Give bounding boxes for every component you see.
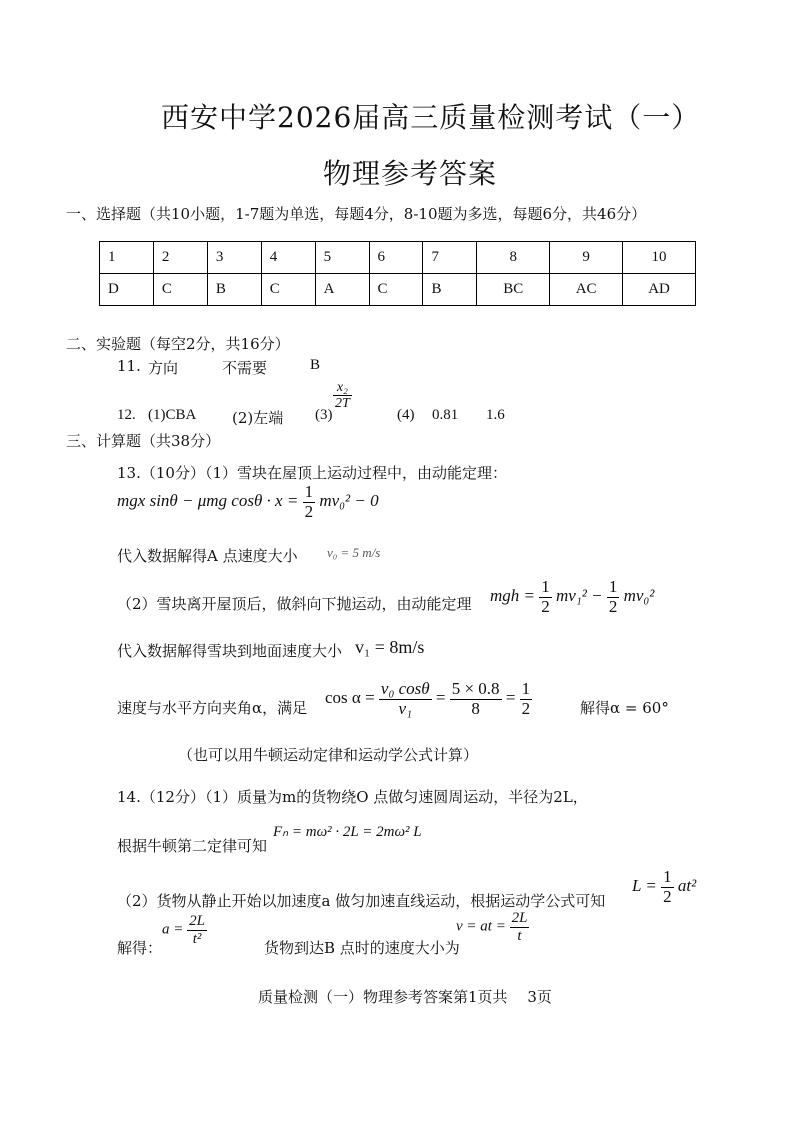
q13-line-2: 代入数据解得A 点速度大小 xyxy=(117,547,298,565)
q14-line-2: 根据牛顿第二定律可知 xyxy=(117,837,268,855)
page-subtitle: 物理参考答案 xyxy=(323,157,498,190)
equation-part: mv₁² − xyxy=(556,586,603,606)
table-cell: 7 xyxy=(423,242,477,274)
q12-answer-4-prefix: (4) xyxy=(397,407,415,423)
q12-answer-1: (1)CBA xyxy=(148,407,197,423)
page-footer: 质量检测（一）物理参考答案第1页共 3页 xyxy=(258,988,552,1006)
equation-part: L = xyxy=(632,876,657,896)
q14-line-4: 解得： xyxy=(117,939,163,957)
table-cell: B xyxy=(207,274,261,306)
q13-line-3: （2）雪块离开屋顶后，做斜向下抛运动，由动能定理 xyxy=(117,595,472,613)
equation-part: cos α = xyxy=(325,688,375,708)
fraction-denominator: 2T xyxy=(335,396,350,412)
table-cell: 5 xyxy=(315,242,369,274)
table-cell: 6 xyxy=(369,242,423,274)
equation-left: mgx sinθ − μmg cosθ · x = xyxy=(117,491,299,511)
q11-num: 11. xyxy=(117,357,141,375)
table-cell: 8 xyxy=(477,242,550,274)
q11-answer-3: B xyxy=(310,357,321,373)
table-cell: 2 xyxy=(153,242,207,274)
q11-answer-1: 方向 xyxy=(148,359,179,377)
table-cell: A xyxy=(315,274,369,306)
q13-line-2-value: v₀ = 5 m/s xyxy=(327,545,381,560)
fraction-denominator: 2 xyxy=(304,501,314,521)
equation-part: mv₀² xyxy=(623,586,655,606)
table-cell: AD xyxy=(623,274,696,306)
q13-intro: 13.（10分）（1）雪块在屋顶上运动过程中，由动能定理： xyxy=(117,464,507,482)
table-cell: C xyxy=(261,274,315,306)
q14-line-3-equation: L = $\frac{1}{2}$ at² xyxy=(632,867,697,906)
q12-answer-3-prefix: (3) xyxy=(315,407,333,423)
q13-line-4: 代入数据解得雪块到地面速度大小 xyxy=(117,642,343,660)
q12-answer-3-fraction xyxy=(333,380,352,412)
table-cell: BC xyxy=(477,274,550,306)
table-cell: 9 xyxy=(550,242,623,274)
q12-num: 12. xyxy=(117,407,136,423)
section3-heading: 三、计算题（共38分） xyxy=(66,432,221,450)
q14-line-3: （2）货物从静止开始以加速度a 做匀加速直线运动，根据运动学公式可知 xyxy=(117,892,606,910)
table-cell: D xyxy=(100,274,154,306)
q11-answer-2: 不需要 xyxy=(222,359,268,377)
table-cell: 4 xyxy=(261,242,315,274)
q13-line-3-equation: mgh = $\frac{1}{2}$ mv₁² − $\frac{1}{2}$ mv₀² xyxy=(490,577,655,616)
section1-heading: 一、选择题（共10小题，1-7题为单选，每题4分，8-10题为多选，每题6分，共46分） xyxy=(66,205,647,223)
q12-answer-4-value-1: 0.81 xyxy=(432,407,459,423)
q12-answer-2: (2)左端 xyxy=(232,409,284,427)
answer-table xyxy=(99,241,696,306)
fraction-denominator: t xyxy=(517,927,522,944)
q13-line-5: 速度与水平方向夹角α，满足 xyxy=(117,699,308,717)
table-cell: 10 xyxy=(623,242,696,274)
table-cell: C xyxy=(153,274,207,306)
fraction-numerator: 1 xyxy=(521,679,531,698)
q14-line-4-a xyxy=(162,913,207,947)
equation-part: v = at = xyxy=(456,918,506,935)
fraction-denominator: 2 xyxy=(521,698,531,718)
q14-line-4-mid: 货物到达B 点时的速度大小为 xyxy=(264,939,460,957)
fraction-denominator: v₁ xyxy=(398,698,412,718)
q13-line-5-equation: cos α = $\frac{\text{v₀ cosθ}}{\text{v₁}}$ = $\frac{5 \times 0.8}{8}$ = $\frac{1}{2}$ xyxy=(325,679,531,718)
fraction-denominator: t² xyxy=(192,930,202,947)
q13-line-5-result: 解得α = 60° xyxy=(580,699,669,717)
answer-table-answers-row xyxy=(100,274,696,306)
table-cell: 3 xyxy=(207,242,261,274)
q13-equation-1 xyxy=(117,483,379,521)
fraction-numerator: 1 xyxy=(304,482,314,501)
q12-answer-4-value-2: 1.6 xyxy=(486,407,505,423)
answer-table-numbers-row xyxy=(100,242,696,274)
fraction-numerator: v₀ cosθ xyxy=(380,679,430,698)
q13-line-4-value: v₁ = 8m/s xyxy=(355,637,425,657)
section2-heading: 二、实验题（每空2分，共16分） xyxy=(66,335,290,353)
fraction-denominator: 8 xyxy=(471,698,480,718)
q14-intro: 14.（12分）（1）质量为m的货物绕O 点做匀速圆周运动，半径为2L， xyxy=(117,788,588,806)
fraction-numerator: 2L xyxy=(511,910,528,926)
q14-line-4-v xyxy=(456,910,529,944)
fraction-numerator: 5 × 0.8 xyxy=(451,679,500,698)
table-cell: 1 xyxy=(100,242,154,274)
equation-part: a = xyxy=(162,921,184,938)
table-cell: AC xyxy=(550,274,623,306)
q13-note: （也可以用牛顿运动定律和运动学公式计算） xyxy=(178,746,479,764)
equation-part: at² xyxy=(677,876,697,896)
q14-line-2-equation: Fₙ = mω² · 2L = 2mω² L xyxy=(273,824,422,840)
fraction-numerator: 2L xyxy=(189,913,205,929)
page-title: 西安中学2026届高三质量检测考试（一） xyxy=(161,101,701,134)
table-cell: B xyxy=(423,274,477,306)
fraction-numerator: x₂ xyxy=(333,380,352,396)
equation-right: mv₀² − 0 xyxy=(319,491,379,511)
equation-part: mgh = xyxy=(490,586,535,606)
table-cell: C xyxy=(369,274,423,306)
